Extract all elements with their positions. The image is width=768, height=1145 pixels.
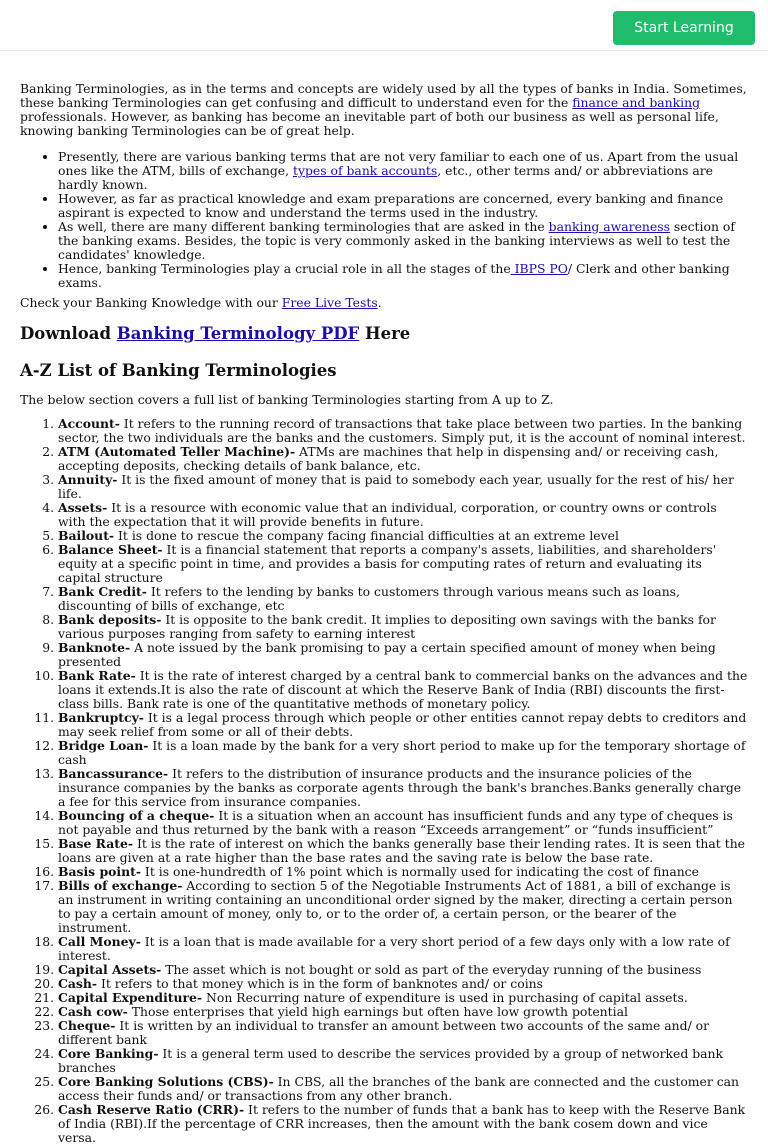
list-item: [58, 529, 748, 543]
list-item: [58, 417, 748, 445]
list-item: [58, 641, 748, 669]
check-knowledge-line: Check your Banking Knowledge with our Free Live Tests.: [20, 295, 382, 310]
banking-terminology-pdf-link[interactable]: Banking Terminology PDF: [116, 324, 360, 343]
term-name: Capital Expenditure-: [58, 990, 203, 1005]
list-item: [58, 1103, 748, 1145]
list-item: [58, 1019, 748, 1047]
term-name: Banknote-: [58, 640, 131, 655]
term-description: It is a general term used to describe the services provided by a group of networked bank branches: [58, 1046, 724, 1075]
term-name: ATM (Automated Teller Machine)-: [58, 444, 296, 459]
list-item: [58, 1005, 748, 1019]
term-description: The asset which is not bought or sold as part of the everyday running of the business: [161, 962, 702, 977]
free-live-tests-link[interactable]: Free Live Tests: [281, 295, 378, 310]
term-name: Capital Assets-: [58, 962, 162, 977]
term-name: Bills of exchange-: [58, 878, 183, 893]
terms-list: [20, 417, 748, 1145]
list-item: • Hence, banking Terminologies play a crucial role in all the stages of the IBPS PO/ Clerk and other banking exams.: [58, 262, 748, 290]
term-description: Non Recurring nature of expenditure is used in purchasing of capital assets.: [202, 990, 688, 1005]
list-item: [58, 1047, 748, 1075]
term-name: Bridge Loan-: [58, 738, 149, 753]
term-name: Core Banking Solutions (CBS)-: [58, 1074, 274, 1089]
list-item: [58, 879, 748, 935]
term-description: It refers to that money which is in the form of banknotes and/ or coins: [97, 976, 543, 991]
term-name: Annuity-: [58, 472, 118, 487]
list-item: [58, 543, 748, 585]
list-item: • Presently, there are various banking terms that are not very familiar to each one of us. Apart from the usual ones like the ATM, bills of exchange, types of bank accounts, etc., other terms and/ or abbreviations are hardly known.: [58, 150, 748, 192]
term-description: It refers to the running record of transactions that take place between two parties. In the banking sector, the two individuals are the banks and the customers. Simply put, it is the account of nominal interest.: [58, 416, 746, 445]
term-description: It is the rate of interest charged by a central bank to commercial banks on the advances and the loans it extends.It is also the rate of discount at which the Reserve Bank of India (RBI) discounts the first-class bills. Bank rate is one of the quantitative methods of monetary policy.: [58, 668, 748, 711]
types-of-bank-accounts-link[interactable]: types of bank accounts: [292, 163, 438, 178]
term-description: A note issued by the bank promising to pay a certain specified amount of money when being presented: [58, 640, 716, 669]
az-heading: A-Z List of Banking Terminologies: [20, 361, 337, 380]
term-description: It is the rate of interest on which the banks generally base their lending rates. It is seen that the loans are given at a rate higher than the base rates and the saving rate is below the base rate.: [58, 836, 746, 865]
term-name: Account-: [58, 416, 120, 431]
term-name: Bouncing of a cheque-: [58, 808, 215, 823]
term-name: Bancassurance-: [58, 766, 169, 781]
term-description: According to section 5 of the Negotiable Instruments Act of 1881, a bill of exchange is an instrument in writing containing an unconditional order signed by the maker, directing a certain person to pay a certain amount of money, only to, or to the order of, a certain person, or the bearer of the instrument.: [58, 878, 733, 935]
term-name: Bank Credit-: [58, 584, 147, 599]
term-name: Basis point-: [58, 864, 141, 879]
term-description: It is one-hundredth of 1% point which is normally used for indicating the cost of finance: [140, 864, 699, 879]
term-name: Call Money-: [58, 934, 141, 949]
list-item: [58, 935, 748, 963]
list-item: [58, 445, 748, 473]
term-name: Cash cow-: [58, 1004, 128, 1019]
term-name: Cheque-: [58, 1018, 116, 1033]
list-item: [58, 865, 748, 879]
term-description: ATMs are machines that help in dispensing and/ or receiving cash, accepting deposits, checking details of bank balance, etc.: [58, 444, 719, 473]
term-name: Bank deposits-: [58, 612, 162, 627]
list-item: [58, 837, 748, 865]
term-description: It is opposite to the bank credit. It implies to depositing own savings with the banks for various purposes ranging from safety to earning interest: [58, 612, 716, 641]
list-item: [58, 501, 748, 529]
term-name: Cash-: [58, 976, 98, 991]
list-item: [58, 767, 748, 809]
az-lead-paragraph: The below section covers a full list of banking Terminologies starting from A up to Z.: [20, 392, 554, 407]
term-description: In CBS, all the branches of the bank are connected and the customer can access their funds and/ or transactions from any other branch.: [58, 1074, 740, 1103]
term-description: It is the fixed amount of money that is paid to somebody each year, usually for the rest of his/ her life.: [58, 472, 734, 501]
term-name: Bank Rate-: [58, 668, 136, 683]
list-item: [58, 739, 748, 767]
term-description: It is a financial statement that reports a company's assets, liabilities, and shareholders' equity at a specific point in time, and provides a basis for computing rates of return and evaluating its capital structure: [58, 542, 717, 585]
term-description: It is written by an individual to transfer an amount between two accounts of the same and/ or different bank: [58, 1018, 710, 1047]
term-name: Base Rate-: [58, 836, 134, 851]
term-description: It refers to the lending by banks to customers through various means such as loans, discounting of bills of exchange, etc: [58, 584, 680, 613]
article-content: [0, 51, 768, 1145]
term-description: It refers to the number of funds that a bank has to keep with the Reserve Bank of India (RBI).If the percentage of CRR increases, then the amount with the bank cosem down and vice versa.: [58, 1102, 746, 1145]
intro-bullet-list: [20, 150, 748, 290]
list-item: [58, 711, 748, 739]
start-learning-button[interactable]: Start Learning: [613, 11, 755, 45]
list-item: [58, 585, 748, 613]
term-description: It is done to rescue the company facing financial difficulties at an extreme level: [114, 528, 619, 543]
term-description: It is a loan made by the bank for a very short period to make up for the temporary shortage of cash: [58, 738, 746, 767]
term-name: Balance Sheet-: [58, 542, 163, 557]
term-name: Bankruptcy-: [58, 710, 144, 725]
top-bar: [0, 0, 768, 51]
list-item: [58, 1075, 748, 1103]
list-item: • As well, there are many different banking terminologies that are asked in the banking awareness section of the banking exams. Besides, the topic is very commonly asked in the banking interviews as well to test the candidates' knowledge.: [58, 220, 748, 262]
list-item: [58, 613, 748, 641]
banking-awareness-link[interactable]: banking awareness: [548, 219, 670, 234]
ibps-po-link[interactable]: IBPS PO: [510, 261, 568, 276]
term-name: Core Banking-: [58, 1046, 159, 1061]
download-heading: Download Banking Terminology PDF Here: [20, 324, 411, 343]
term-name: Cash Reserve Ratio (CRR)-: [58, 1102, 245, 1117]
list-item: [58, 977, 748, 991]
term-description: Those enterprises that yield high earnings but often have low growth potential: [127, 1004, 628, 1019]
list-item: [58, 963, 748, 977]
term-description: It refers to the distribution of insurance products and the insurance policies of the insurance companies by the banks as corporate agents through the bank's branches.Banks generally charge a fee for this service from insurance companies.: [58, 766, 742, 809]
list-item: [58, 991, 748, 1005]
finance-and-banking-link[interactable]: finance and banking: [572, 95, 701, 110]
term-name: Assets-: [58, 500, 108, 515]
term-description: It is a resource with economic value that an individual, corporation, or country owns or controls with the expectation that it will provide benefits in future.: [58, 500, 717, 529]
list-item: • However, as far as practical knowledge and exam preparations are concerned, every banking and finance aspirant is expected to know and understand the terms used in the industry.: [58, 192, 748, 220]
intro-paragraph: Banking Terminologies, as in the terms and concepts are widely used by all the types of banks in India. Sometimes, these banking Terminologies can get confusing and difficult to understand even for the finance and banking professionals. However, as banking has become an inevitable part of both our business as well as personal life, knowing banking Terminologies can be of great help.: [20, 81, 747, 138]
term-description: It is a legal process through which people or other entities cannot repay debts to creditors and may seek relief from some or all of their debts.: [58, 710, 747, 739]
term-description: It is a situation when an account has insufficient funds and any type of cheques is not payable and thus returned by the bank with a reason “Exceeds arrangement” or “funds insufficient”: [58, 808, 733, 837]
list-item: [58, 809, 748, 837]
term-description: It is a loan that is made available for a very short period of a few days only with a low rate of interest.: [58, 934, 730, 963]
list-item: [58, 669, 748, 711]
list-item: [58, 473, 748, 501]
term-name: Bailout-: [58, 528, 115, 543]
